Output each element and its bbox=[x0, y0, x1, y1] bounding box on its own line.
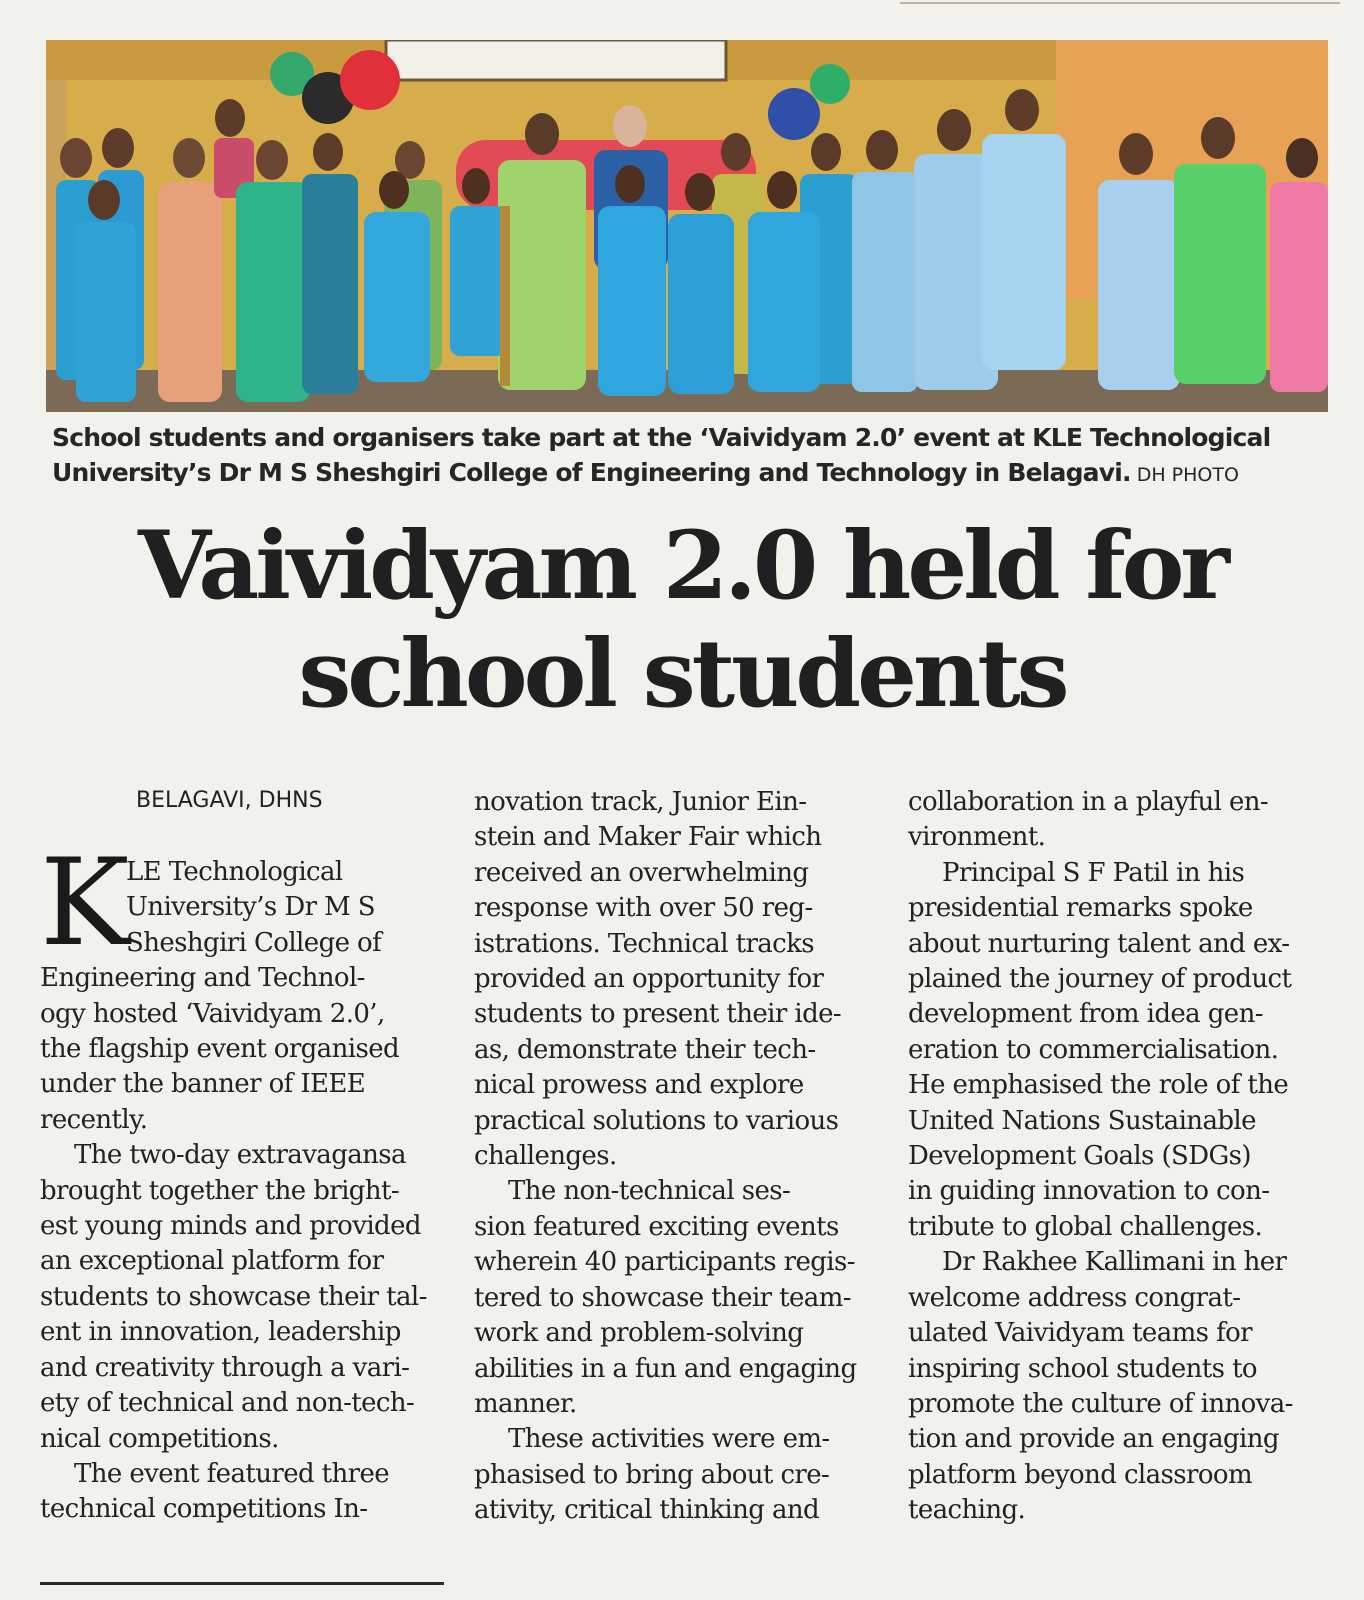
text-line: received an overwhelming bbox=[474, 857, 809, 888]
article-column-2 bbox=[474, 785, 884, 1529]
top-rule bbox=[900, 2, 1340, 4]
drop-cap: K bbox=[40, 834, 130, 973]
article-column-1 bbox=[40, 785, 450, 1528]
text-line: wherein 40 participants regis- bbox=[474, 1247, 855, 1278]
text-line: Development Goals (SDGs) bbox=[908, 1141, 1251, 1172]
group-photo-illustration bbox=[46, 40, 1328, 412]
text-line: welcome address congrat- bbox=[908, 1282, 1241, 1313]
photo-caption bbox=[52, 420, 1322, 493]
text-line: presidential remarks spoke bbox=[908, 893, 1253, 924]
text-line: under the banner of IEEE bbox=[40, 1069, 366, 1100]
text-line: in guiding innovation to con- bbox=[908, 1176, 1270, 1207]
text-line: tered to showcase their team- bbox=[474, 1282, 851, 1313]
headline-line-1: Vaividyam 2.0 held for bbox=[138, 511, 1226, 621]
photo-credit: DH PHOTO bbox=[1136, 464, 1239, 486]
text-line: about nurturing talent and ex- bbox=[908, 928, 1290, 959]
text-line: abilities in a fun and engaging bbox=[474, 1353, 857, 1384]
text-line: The two-day extravagansa bbox=[74, 1140, 406, 1171]
text-line: sion featured exciting events bbox=[474, 1211, 839, 1242]
caption-line-2-text: University’s Dr M S Sheshgiri College of Engineering and Technology in Belagavi. bbox=[52, 458, 1131, 487]
text-line: Sheshgiri College of bbox=[126, 927, 382, 958]
text-line: recently. bbox=[40, 1104, 148, 1135]
text-line: Engineering and Technol- bbox=[40, 963, 365, 994]
text-line: ulated Vaividyam teams for bbox=[908, 1318, 1252, 1349]
text-line: ent in innovation, leadership bbox=[40, 1317, 401, 1348]
text-line: He emphasised the role of the bbox=[908, 1070, 1289, 1101]
text-line: provided an opportunity for bbox=[474, 964, 824, 995]
text-line: United Nations Sustainable bbox=[908, 1105, 1256, 1136]
text-line: the flagship event organised bbox=[40, 1034, 400, 1065]
text-line: University’s Dr M S bbox=[126, 892, 375, 923]
text-line: and creativity through a vari- bbox=[40, 1352, 410, 1383]
text-line: practical solutions to various bbox=[474, 1105, 839, 1136]
text-line: inspiring school students to bbox=[908, 1353, 1257, 1384]
headline bbox=[0, 512, 1364, 728]
text-line: stein and Maker Fair which bbox=[474, 822, 822, 853]
text-line: as, demonstrate their tech- bbox=[474, 1034, 816, 1065]
text-line: ety of technical and non-tech- bbox=[40, 1388, 415, 1419]
text-line: The event featured three bbox=[74, 1458, 390, 1489]
text-line: ogy hosted ‘Vaividyam 2.0’, bbox=[40, 998, 385, 1029]
text-line: The non-technical ses- bbox=[508, 1176, 791, 1207]
text-line: Principal S F Patil in his bbox=[942, 857, 1245, 888]
text-line: est young minds and provided bbox=[40, 1211, 421, 1242]
text-line: eration to commercialisation. bbox=[908, 1034, 1279, 1065]
article-column-3 bbox=[908, 785, 1333, 1529]
text-line: platform beyond classroom bbox=[908, 1459, 1253, 1490]
text-line: nical prowess and explore bbox=[474, 1070, 804, 1101]
text-line: brought together the bright- bbox=[40, 1175, 400, 1206]
text-line: technical competitions In- bbox=[40, 1494, 368, 1525]
opening-paragraph bbox=[40, 834, 450, 973]
text-line: students to showcase their tal- bbox=[40, 1281, 427, 1312]
text-line: Dr Rakhee Kallimani in her bbox=[942, 1247, 1287, 1278]
text-line: collaboration in a playful en- bbox=[908, 787, 1269, 817]
text-line: LE Technological bbox=[126, 857, 343, 887]
text-line: These activities were em- bbox=[508, 1424, 830, 1455]
text-line: students to present their ide- bbox=[474, 999, 842, 1030]
headline-line-2: school students bbox=[298, 619, 1066, 729]
text-line: tion and provide an engaging bbox=[908, 1424, 1279, 1455]
text-line: vironment. bbox=[908, 822, 1046, 853]
text-line: istrations. Technical tracks bbox=[474, 928, 815, 959]
text-line: tribute to global challenges. bbox=[908, 1211, 1263, 1242]
text-line: novation track, Junior Ein- bbox=[474, 787, 807, 817]
text-line: phasised to bring about cre- bbox=[474, 1459, 830, 1490]
text-line: ativity, critical thinking and bbox=[474, 1495, 820, 1526]
dateline: BELAGAVI, DHNS bbox=[136, 788, 323, 813]
text-line: plained the journey of product bbox=[908, 964, 1292, 995]
news-photo bbox=[46, 40, 1328, 412]
text-line: nical competitions. bbox=[40, 1423, 279, 1454]
text-line: challenges. bbox=[474, 1141, 617, 1172]
text-line: an exceptional platform for bbox=[40, 1246, 384, 1277]
caption-line-1: School students and organisers take part at the ‘Vaividyam 2.0’ event at KLE Technological bbox=[52, 423, 1271, 452]
text-line: work and problem-solving bbox=[474, 1318, 804, 1349]
text-line: development from idea gen- bbox=[908, 999, 1263, 1030]
bottom-rule bbox=[40, 1582, 444, 1585]
text-line: response with over 50 reg- bbox=[474, 893, 813, 924]
text-line: teaching. bbox=[908, 1495, 1026, 1526]
text-line: promote the culture of innova- bbox=[908, 1388, 1293, 1419]
caption-line-2 bbox=[52, 455, 1322, 493]
text-line: manner. bbox=[474, 1388, 577, 1419]
